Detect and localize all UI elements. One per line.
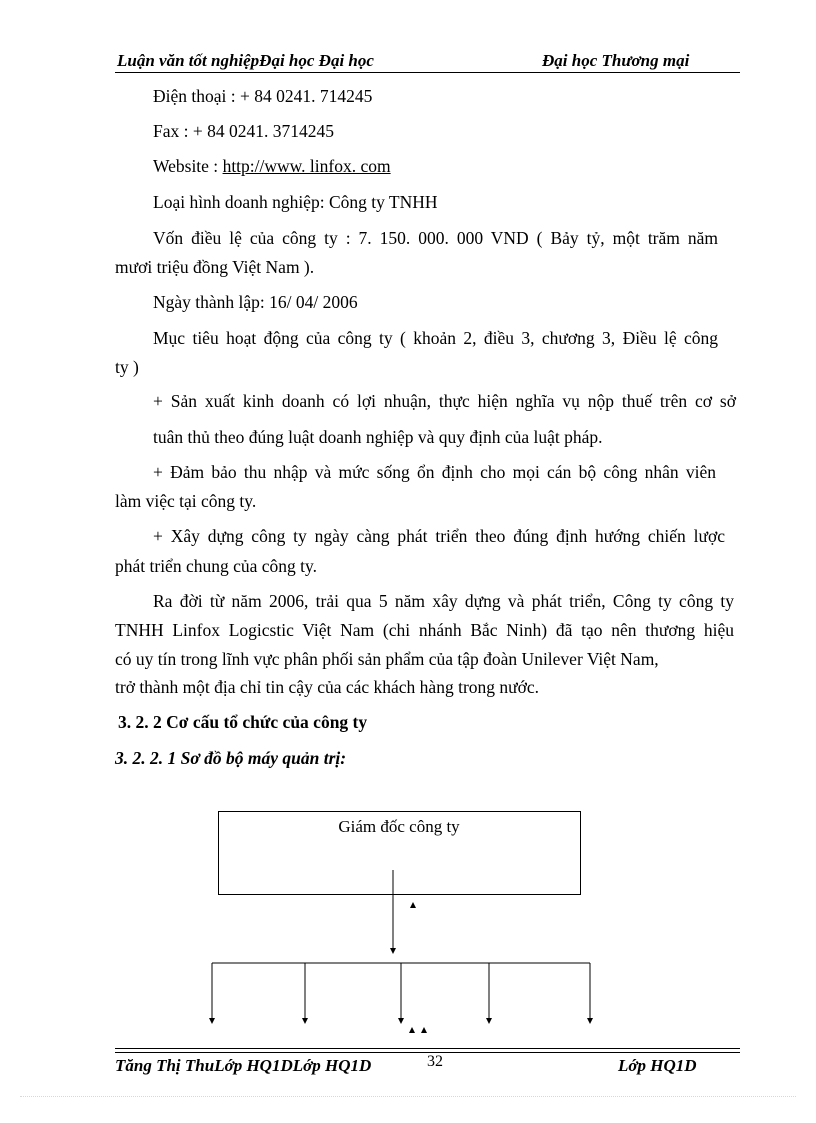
- branch-arrowhead-3: [398, 1018, 404, 1024]
- bottom-dotted-rule: [20, 1096, 796, 1097]
- bullet-1-line-2: tuân thủ theo đúng luật doanh nghiệp và quy định của luật pháp.: [153, 427, 603, 447]
- branch-arrowhead-4: [486, 1018, 492, 1024]
- footer-rule-1: [115, 1048, 740, 1049]
- bullet-3-line-1: + Xây dựng công ty ngày càng phát triển theo đúng định hướng chiến lược: [153, 526, 725, 546]
- footer-right: Lớp HQ1D: [618, 1056, 697, 1075]
- branch-arrowhead-5: [587, 1018, 593, 1024]
- small-arrow-marker-3: [421, 1027, 427, 1033]
- website-label: Website :: [153, 156, 223, 176]
- phone-line: Điện thoại : + 84 0241. 714245: [153, 86, 373, 106]
- goal-line-1: Mục tiêu hoạt động của công ty ( khoản 2, điều 3, chương 3, Điều lệ công: [153, 328, 718, 348]
- founded-line: Ngày thành lập: 16/ 04/ 2006: [153, 292, 358, 312]
- small-arrow-marker-2: [409, 1027, 415, 1033]
- paragraph-line-4: trở thành một địa chỉ tin cậy của các khách hàng trong nước.: [115, 677, 540, 697]
- bullet-3-line-2: phát triển chung của công ty.: [115, 556, 317, 576]
- header-right: Đại học Thương mại: [542, 51, 690, 70]
- website-link[interactable]: http://www. linfox. com: [222, 156, 391, 176]
- goal-line-2: ty ): [115, 357, 139, 377]
- header-left: Luận văn tốt nghiệpĐại học Đại học: [117, 51, 374, 70]
- subsection-heading: 3. 2. 2. 1 Sơ đồ bộ máy quản trị:: [115, 748, 347, 768]
- company-type-line: Loại hình doanh nghiệp: Công ty TNHH: [153, 192, 438, 212]
- branch-arrowhead-2: [302, 1018, 308, 1024]
- capital-line-2: mươi triệu đồng Việt Nam ).: [115, 257, 315, 277]
- small-arrow-marker: [410, 902, 416, 908]
- section-heading: 3. 2. 2 Cơ cấu tổ chức của công ty: [118, 712, 368, 732]
- bullet-1-line-1: + Sản xuất kinh doanh có lợi nhuận, thực hiện nghĩa vụ nộp thuế trên cơ sở: [153, 391, 736, 411]
- branch-arrowhead-1: [209, 1018, 215, 1024]
- main-arrowhead: [390, 948, 396, 954]
- bullet-2-line-1: + Đảm bảo thu nhập và mức sống ổn định cho mọi cán bộ công nhân viên: [153, 462, 716, 482]
- capital-line-1: Vốn điều lệ của công ty : 7. 150. 000. 000 VND ( Bảy tỷ, một trăm năm: [153, 228, 718, 248]
- page-number: 32: [427, 1053, 443, 1070]
- paragraph-line-2: TNHH Linfox Logicstic Việt Nam (chi nhánh Bắc Ninh) đã tạo nên thương hiệu: [115, 620, 734, 640]
- fax-line: Fax : + 84 0241. 3714245: [153, 121, 334, 141]
- bullet-2-line-2: làm việc tại công ty.: [115, 491, 257, 511]
- paragraph-line-1: Ra đời từ năm 2006, trải qua 5 năm xây dựng và phát triển, Công ty công ty: [153, 591, 734, 611]
- footer-left: Tăng Thị ThuLớp HQ1DLớp HQ1D: [115, 1056, 372, 1075]
- director-label: Giám đốc công ty: [338, 817, 460, 836]
- paragraph-line-3: có uy tín trong lĩnh vực phân phối sản phẩm của tập đoàn Unilever Việt Nam,: [115, 649, 659, 669]
